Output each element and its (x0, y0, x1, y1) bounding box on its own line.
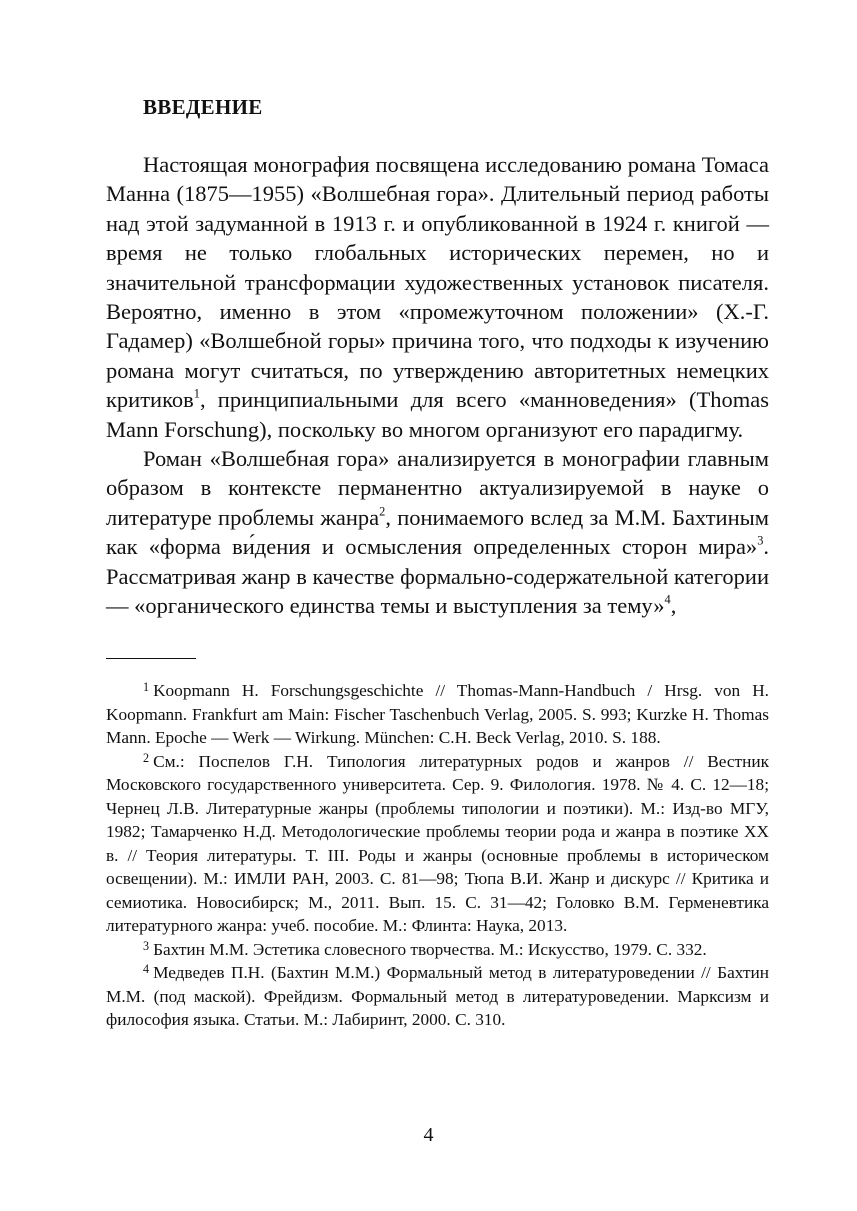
footnote-4-text: Медведев П.Н. (Бахтин М.М.) Формальный метод в литературоведении // Бахтин М.М. (под маской). Фрейдизм. Формальный метод в литературоведении. Марксизм и философия языка. Статьи. М.: Лабиринт, 2000. С. 310. (106, 963, 769, 1029)
paragraph-1-text-cont: , принципиальными для всего «манноведения» (Thomas Mann Forschung), поскольку во многом организуют его парадигму. (106, 387, 769, 442)
paragraph-2-text-end: , (670, 593, 677, 619)
chapter-heading: ВВЕДЕНИЕ (143, 95, 263, 119)
footnote-3 (106, 938, 769, 962)
footnote-2-number: 2 (143, 750, 150, 765)
footnote-4-number: 4 (143, 962, 150, 977)
paragraph-2 (106, 444, 769, 620)
footnote-ref-2: 2 (379, 504, 386, 519)
footnote-ref-1: 1 (193, 386, 200, 401)
paragraph-2-text-cont-2: . Рассматривая жанр в качестве формально-содержательной категории — «органического единства темы и выступления за тему» (106, 534, 769, 619)
footnote-1-number: 1 (143, 680, 150, 695)
footnote-1-text: Koopmann H. Forschungsgeschichte // Thomas-Mann-Handbuch / Hrsg. von H. Koopmann. Frankfurt am Main: Fischer Taschenbuch Verlag, 2005. S. 993; Kurzke H. Thomas Mann. Epoche — Werk — Wirkung. München: C.H. Beck Verlag, 2010. S. 188. (106, 681, 769, 747)
footnote-2 (106, 750, 769, 938)
footnote-4 (106, 961, 769, 1032)
paragraph-1-text: Настоящая монография посвящена исследованию романа Томаса Манна (1875—1955) «Волшебная гора». Длительный период работы над этой задуманной в 1913 г. и опубликованной в 1924 г. книгой — время не только глобальных исторических перемен, но и значительной трансформации художественных установок писателя. Вероятно, именно в этом «промежуточном положении» (Х.-Г. Гадамер) «Волшебной горы» причина того, что подходы к изучению романа могут считаться, по утверждению авторитетных немецких критиков (106, 152, 769, 413)
footnote-3-number: 3 (143, 938, 150, 953)
body-text (106, 150, 769, 621)
footnote-ref-4: 4 (664, 592, 671, 607)
paragraph-2-text: Роман «Волшебная гора» анализируется в монографии главным образом в контексте перманентно актуализируемой в науке о литературе проблемы жанра (106, 446, 769, 530)
paragraph-1 (106, 150, 769, 444)
page-number: 4 (423, 1124, 434, 1146)
footnote-ref-3: 3 (757, 534, 764, 548)
footnote-3-text: Бахтин М.М. Эстетика словесного творчества. М.: Искусство, 1979. С. 332. (153, 939, 707, 959)
footnote-1 (106, 679, 769, 750)
footnote-2-text: См.: Поспелов Г.Н. Типология литературных родов и жанров // Вестник Московского государственного университета. Сер. 9. Филология. 1978. № 4. С. 12—18; Чернец Л.В. Литературные жанры (проблемы типологии и поэтики). М.: Изд-во МГУ, 1982; Тамарченко Н.Д. Методологические проблемы теории рода и жанра в поэтике XX в. // Теория литературы. Т. III. Роды и жанры (основные проблемы в историческом освещении). М.: ИМЛИ РАН, 2003. С. 81—98; Тюпа В.И. Жанр и дискурс // Критика и семиотика. Новосибирск; М., 2011. Вып. 15. С. 31—42; Головко В.М. Герменевтика литературного жанра: учеб. пособие. М.: Флинта: Наука, 2013. (106, 751, 769, 935)
footnotes-section (106, 679, 769, 1032)
footnote-divider (106, 658, 196, 659)
paragraph-2-text-cont: , понимаемого вслед за М.М. Бахтиным как «форма ви́дения и осмысления определенных сторон мира» (106, 504, 769, 560)
